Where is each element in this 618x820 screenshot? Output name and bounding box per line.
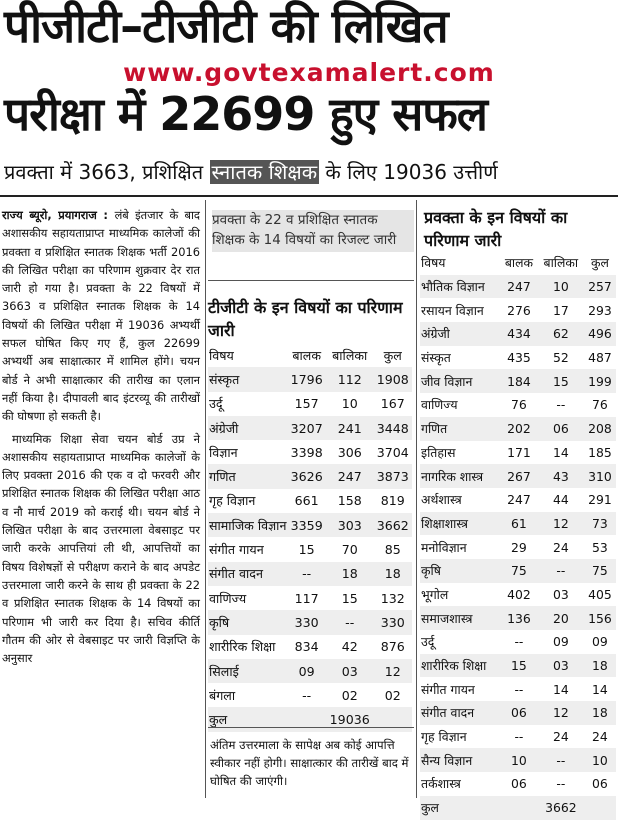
cell-girls: 247 [326,464,374,488]
cell-total: 819 [380,493,405,509]
cell-boys: 834 [294,639,319,655]
cell-boys: 09 [287,659,326,683]
cell-total: 167 [380,396,405,412]
cell-girls: 112 [326,367,374,391]
cell-total: 487 [588,350,612,366]
cell-total: 156 [584,606,616,630]
table-row [208,659,412,683]
table-row [420,725,616,749]
cell-total: 132 [380,590,405,606]
cell-subject: गृह विज्ञान [209,493,256,509]
table-row [420,441,616,465]
table-row [420,535,616,559]
cell-boys: 171 [507,444,531,460]
cell-total: 3873 [373,464,412,488]
cell-total: 09 [592,634,608,650]
cell-total [584,796,616,820]
cell-subject: गणित [208,464,287,488]
table-row [208,586,412,610]
cell-subject: संगीत वादन [420,701,500,725]
cell-subject: कृषि [420,559,500,583]
cell-girls: 02 [341,687,358,703]
cell-boys: -- [514,729,524,745]
cell-subject: कुल [208,707,287,731]
cell-girls: 19036 [326,707,374,731]
cell-boys: -- [287,562,326,586]
cell-total: 405 [588,586,612,602]
cell-girls: 303 [326,513,374,537]
cell-total: 14 [592,681,608,697]
subheadline-highlight: स्नातक शिक्षक [211,160,318,184]
table-row [420,654,616,678]
cell-subject: नागरिक शास्त्र [420,464,500,488]
cell-girls: 42 [341,639,358,655]
header-divider [0,195,618,197]
cell-subject: बंगला [209,687,236,703]
cell-total: 3662 [373,513,412,537]
note-divider [208,727,414,728]
cell-subject: सैन्य विज्ञान [420,748,500,772]
middle-subheading: प्रवक्ता के 22 व प्रशिक्षित स्नातक शिक्षक के 14 विषयों का रिजल्ट जारी [212,210,414,252]
subheadline [4,158,614,186]
cell-total: 85 [384,542,401,558]
cell-girls: 43 [538,464,584,488]
headline-line-1: पीजीटी–टीजीटी की लिखित [4,0,448,53]
middle-divider [208,280,414,281]
cell-girls: 03 [326,659,374,683]
cell-boys [287,707,326,731]
cell-boys: 3626 [287,464,326,488]
col-boys: बालक [287,343,326,367]
col-girls: बालिका [326,343,374,367]
table-row [420,393,616,417]
cell-total: 257 [584,275,616,299]
cell-boys: 15 [298,542,315,558]
article-dateline: राज्य ब्यूरो, प्रयागराज : [2,208,115,222]
cell-boys: 29 [511,539,527,555]
column-divider-left [205,200,206,798]
cell-girls: 06 [538,417,584,441]
article-body [2,206,200,667]
cell-boys: 202 [500,417,538,441]
cell-boys: 247 [507,492,531,508]
cell-total: 199 [584,369,616,393]
table-row [420,559,616,583]
tgt-table-header [208,343,412,367]
article-paragraph-1 [2,206,200,426]
table-row [208,683,412,707]
cell-subject: अंग्रेजी [420,322,500,346]
cell-subject: संस्कृत [208,367,287,391]
cell-girls: 24 [552,539,569,555]
cell-total: 76 [592,397,608,413]
table-row [420,298,616,322]
cell-total: 02 [384,687,401,703]
cell-subject: संस्कृत [421,350,451,366]
cell-total: 06 [592,776,608,792]
cell-subject: गृह विज्ञान [421,729,467,745]
pgt-table-header [420,251,616,275]
cell-girls: 09 [552,634,569,650]
table-row [420,796,616,820]
cell-girls: 3662 [538,796,584,820]
cell-subject: भूगोल [421,586,449,602]
cell-total: 310 [584,464,616,488]
cell-boys: -- [514,634,524,650]
col-subject: विषय [208,343,287,367]
table-row [420,346,616,370]
cell-subject: गणित [420,417,500,441]
subheadline-part-1: प्रवक्ता में 3663, प्रशिक्षित [4,160,210,184]
cell-boys: 3207 [287,416,326,440]
cell-total: 876 [380,639,405,655]
cell-total: 330 [373,610,412,634]
cell-girls: 10 [341,396,358,412]
cell-boys: -- [302,687,312,703]
cell-subject: शारीरिक शिक्षा [420,654,500,678]
table-row [208,416,412,440]
cell-subject: संगीत वादन [208,562,287,586]
table-row [208,513,412,537]
cell-subject: शारीरिक शिक्षा [209,639,276,655]
cell-boys: 76 [511,397,527,413]
cell-girls: 62 [538,322,584,346]
table-row [208,562,412,586]
cell-girls: 20 [538,606,584,630]
cell-boys: 267 [500,464,538,488]
cell-girls: 03 [552,586,569,602]
cell-subject: तर्कशास्त्र [421,776,461,792]
col-total: कुल [584,251,616,275]
col-girls: बालिका [538,251,584,275]
table-row [208,489,412,513]
cell-subject: विज्ञान [209,444,238,460]
cell-total: 18 [584,654,616,678]
cell-subject: अर्थशास्त्र [421,492,462,508]
cell-total: 3448 [373,416,412,440]
cell-total: 18 [373,562,412,586]
cell-total: 208 [584,417,616,441]
cell-girls: 12 [538,701,584,725]
cell-subject: रसायन विज्ञान [421,302,484,318]
cell-subject: भौतिक विज्ञान [420,275,500,299]
table-row [420,583,616,607]
cell-boys: 75 [500,559,538,583]
cell-subject: उर्दू [421,634,435,650]
cell-boys: 3359 [287,513,326,537]
cell-girls: 14 [552,444,569,460]
cell-total: 24 [592,729,608,745]
cell-subject: सिलाई [208,659,287,683]
pgt-results-table [420,251,616,820]
cell-boys: 06 [500,701,538,725]
cell-total: 3704 [376,444,409,460]
article-paragraph-1-text: लंबे इंतजार के बाद अशासकीय सहायताप्राप्त माध्यमिक कालेजों की प्रवक्ता व प्रशिक्षित स्नातक शिक्षक भर्ती 2016 की लिखित परीक्षा का परिणाम शुक्रवार देर रात जारी हो गया है। प्रवक्ता के 22 विषयों में 3663 व प्रशिक्षित स्नातक शिक्षक के 14 विषयों की लिखित परीक्षा में 19036 अभ्यर्थी सफल घोषित किए गए हैं, कुल 22699 अभ्यर्थी अब साक्षात्कार में शामिल होंगे। चयन बोर्ड ने अभी साक्षात्कार की तारीख का एलान नहीं किया है। दीपावली बाद इंटरव्यू की तारीखों की घोषणा हो सकती है। [2,208,200,424]
table-row [420,748,616,772]
cell-boys: 1796 [287,367,326,391]
website-watermark: www.govtexamalert.com [123,58,495,87]
table-row [208,440,412,464]
cell-subject: कुल [420,796,500,820]
cell-boys: 434 [500,322,538,346]
cell-girls: 17 [552,302,569,318]
cell-boys: 435 [507,350,531,366]
cell-total: 1908 [373,367,412,391]
table-row [420,701,616,725]
cell-total: 291 [588,492,612,508]
cell-boys: 117 [294,590,319,606]
table-row [208,635,412,659]
table-row [420,488,616,512]
table-row [420,677,616,701]
cell-girls: 241 [326,416,374,440]
cell-total: 185 [588,444,612,460]
subheadline-part-2: के लिए 19036 उत्तीर्ण [319,160,498,184]
cell-subject: अंग्रेजी [208,416,287,440]
cell-girls: -- [556,776,566,792]
cell-subject: कृषि [208,610,287,634]
cell-subject: वाणिज्य [421,397,458,413]
cell-girls: 15 [341,590,358,606]
tgt-results-table [208,343,412,732]
cell-girls: -- [538,748,584,772]
cell-boys: 06 [511,776,527,792]
cell-boys [500,796,538,820]
cell-girls: 12 [538,512,584,536]
bottom-note: अंतिम उत्तरमाला के सापेक्ष अब कोई आपत्ति स्वीकार नहीं होगी। साक्षात्कार की तारीखें बाद में घोषित की जाएंगी। [210,738,409,788]
table-row [420,630,616,654]
cell-boys: 136 [500,606,538,630]
cell-total: 18 [584,701,616,725]
cell-subject: संगीत गायन [209,542,264,558]
cell-girls: -- [538,559,584,583]
cell-boys: 61 [500,512,538,536]
cell-girls: 10 [538,275,584,299]
cell-girls: 15 [538,369,584,393]
cell-subject: मनोविज्ञान [421,539,467,555]
col-total: कुल [373,343,412,367]
cell-girls: 52 [552,350,569,366]
cell-total: 53 [592,539,608,555]
cell-girls: 306 [337,444,362,460]
table-row [208,367,412,391]
cell-subject: सामाजिक विज्ञान [208,513,287,537]
cell-boys: 184 [500,369,538,393]
cell-boys: 15 [500,654,538,678]
col-subject: विषय [420,251,500,275]
cell-girls: -- [326,610,374,634]
tgt-box-heading: टीजीटी के इन विषयों का परिणाम जारी [208,298,403,340]
cell-girls: 44 [552,492,569,508]
cell-girls: 158 [337,493,362,509]
cell-subject: जीव विज्ञान [420,369,500,393]
cell-subject: वाणिज्य [209,590,247,606]
cell-girls: 24 [552,729,569,745]
table-row [420,512,616,536]
cell-girls: -- [556,397,566,413]
table-row [208,464,412,488]
cell-total: 75 [584,559,616,583]
article-paragraph-2: माध्यमिक शिक्षा सेवा चयन बोर्ड उप्र ने अशासकीय सहायताप्राप्त माध्यमिक कालेजों के लिए प्रवक्ता 2016 की एक व दो फरवरी और प्रशिक्षित स्नातक शिक्षक की लिखित परीक्षा आठ व नौ मार्च 2019 को कराई थी। चयन बोर्ड ने लिखित परीक्षा के बाद उत्तरमाला वेबसाइट पर जारी करके आपत्तियां ली थी, आपत्तियों का विषय विशेषज्ञों से परीक्षण कराने के बाद अपडेट उत्तरमाला जारी करने के साथ ही प्रवक्ता के 22 व प्रशिक्षित स्नातक शिक्षक के 14 विषयों का परिणाम भी जारी कर दिया है। सचिव कीर्ति गौतम की ओर से वेबसाइट पर जारी विज्ञप्ति के अनुसार [2,431,200,666]
cell-subject: इतिहास [421,444,456,460]
column-divider-right [416,200,417,798]
pgt-box-heading: प्रवक्ता के इन विषयों का परिणाम जारी [424,208,568,250]
cell-subject: उर्दू [209,396,223,412]
cell-total: 12 [373,659,412,683]
cell-boys: 661 [294,493,319,509]
cell-boys: -- [514,681,524,697]
cell-boys: 3398 [290,444,323,460]
cell-girls: 14 [552,681,569,697]
cell-girls: 03 [538,654,584,678]
cell-boys: 247 [500,275,538,299]
cell-subject: समाजशास्त्र [420,606,500,630]
cell-total [373,707,412,731]
headline-line-2: परीक्षा में 22699 हुए सफल [4,87,487,141]
cell-subject: संगीत गायन [421,681,475,697]
table-row [420,369,616,393]
cell-total: 73 [584,512,616,536]
table-row [420,417,616,441]
cell-boys: 402 [507,586,531,602]
table-row [208,537,412,561]
cell-boys: 330 [287,610,326,634]
cell-boys: 10 [500,748,538,772]
cell-boys: 276 [507,302,531,318]
table-row [208,392,412,416]
cell-girls: 18 [326,562,374,586]
cell-boys: 157 [294,396,319,412]
cell-total: 10 [584,748,616,772]
table-row [208,610,412,634]
col-boys: बालक [500,251,538,275]
cell-subject: शिक्षाशास्त्र [420,512,500,536]
cell-total: 293 [588,302,612,318]
table-row [420,322,616,346]
cell-girls: 70 [341,542,358,558]
table-row [420,606,616,630]
table-row [420,275,616,299]
table-row [420,464,616,488]
cell-total: 496 [584,322,616,346]
table-row [208,707,412,731]
table-row [420,772,616,796]
